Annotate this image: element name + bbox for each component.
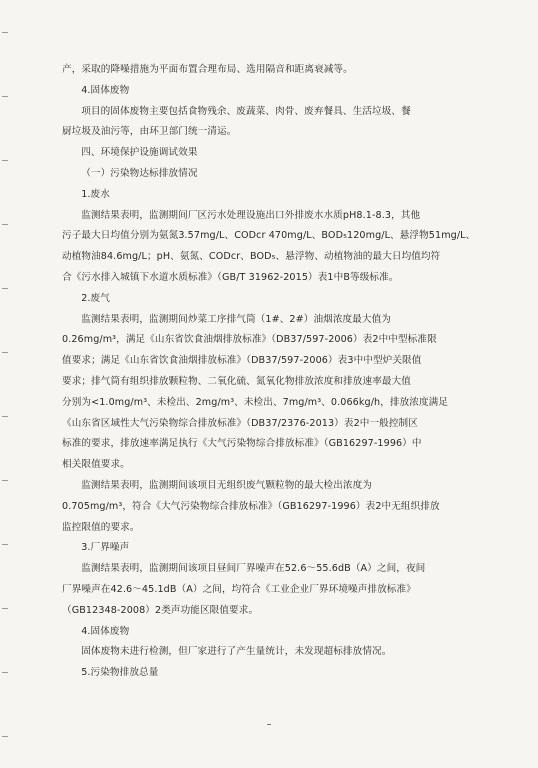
text-line: 0.26mg/m³，满足《山东省饮食油烟排放标准》（DB37/597-2006）表2中中型标准限 <box>62 334 437 346</box>
text-line: 监测结果表明，监测期间该项目无组织废气颗粒物的最大检出浓度为 <box>81 479 372 491</box>
text-line: 项目的固体废物主要包括食物残余、废蔬菜、肉骨、废弃餐具、生活垃圾、餐 <box>81 105 411 117</box>
text-line: 产，采取的降噪措施为平面布置合理布局、选用隔音和距离衰减等。 <box>62 64 353 75</box>
document-body <box>62 60 480 684</box>
text-line: 《山东省区域性大气污染物综合排放标准》（DB37/2376-2013）表2中一般控制区 <box>62 417 418 429</box>
text-line: 固体废物未进行检测，但厂家进行了产生量统计，未发现超标排放情况。 <box>81 646 392 658</box>
text-line: 值要求；满足《山东省饮食油烟排放标准》（DB37/597-2006）表3中中型炉关限值 <box>62 355 422 367</box>
subsection-heading-solid-waste: 4.固体废物 <box>81 625 130 637</box>
text-line: 要求；排气筒有组织排放颗粒物、二氧化硫、氮氧化物排放浓度和排放速率最大值 <box>62 375 411 387</box>
subsection-heading-noise: 3.厂界噪声 <box>81 542 130 554</box>
text-line: 污子最大日均值分别为氨氮3.57mg/L、CODcr 470mg/L、BOD₅120mg/L、悬浮物51mg/L、 <box>62 230 476 242</box>
text-line: 合《污水排入城镇下水道水质标准》（GB/T 31962-2015）表1中B等级标准。 <box>62 271 399 283</box>
text-line: 动植物油84.6mg/L；pH、氨氮、CODcr、BOD₅、悬浮物、动植物油的最大日均值均符 <box>62 251 441 263</box>
text-line: 监测结果表明，监测期间该项目昼间厂界噪声在52.6～55.6dB（A）之间，夜间 <box>81 563 426 575</box>
section-heading: （一）污染物达标排放情况 <box>81 167 198 179</box>
subsection-heading-exhaust: 2.废气 <box>81 292 110 304</box>
text-line: （GB12348-2008）2类声功能区限值要求。 <box>62 604 259 616</box>
text-line: 相关限值要求。 <box>62 459 130 471</box>
subsection-heading-total-emissions: 5.污染物排放总量 <box>81 667 159 679</box>
text-line: 标准的要求，排放速率满足执行《大气污染物综合排放标准》（GB16297-1996）中 <box>62 438 422 450</box>
subsection-heading-wastewater: 1.废水 <box>81 188 110 200</box>
text-line: 分别为<1.0mg/m³、未检出、2mg/m³、未检出、7mg/m³、0.066kg/h，排放浓度满足 <box>62 396 449 408</box>
page-footer-mark <box>267 724 271 725</box>
text-line: 监控限值的要求。 <box>62 521 140 533</box>
text-line: 厂界噪声在42.6～45.1dB（A）之间，均符合《工业企业厂界环境噪声排放标准》 <box>62 583 416 595</box>
binding-edge-marks <box>2 0 10 768</box>
text-line: 厨垃圾及油污等，由环卫部门统一清运。 <box>62 126 237 138</box>
section-heading-solid-waste: 4.固体废物 <box>81 84 130 96</box>
text-line: 监测结果表明，监测期间厂区污水处理设施出口外排废水水质pH8.1-8.3，其他 <box>81 209 421 221</box>
text-line: 0.705mg/m³，符合《大气污染物综合排放标准》（GB16297-1996）表2中无组织排放 <box>62 500 440 512</box>
text-line: 监测结果表明，监测期间炒菜工序排气筒（1#、2#）油烟浓度最大值为 <box>81 313 391 325</box>
chapter-heading: 四、环境保护设施调试效果 <box>81 147 198 159</box>
